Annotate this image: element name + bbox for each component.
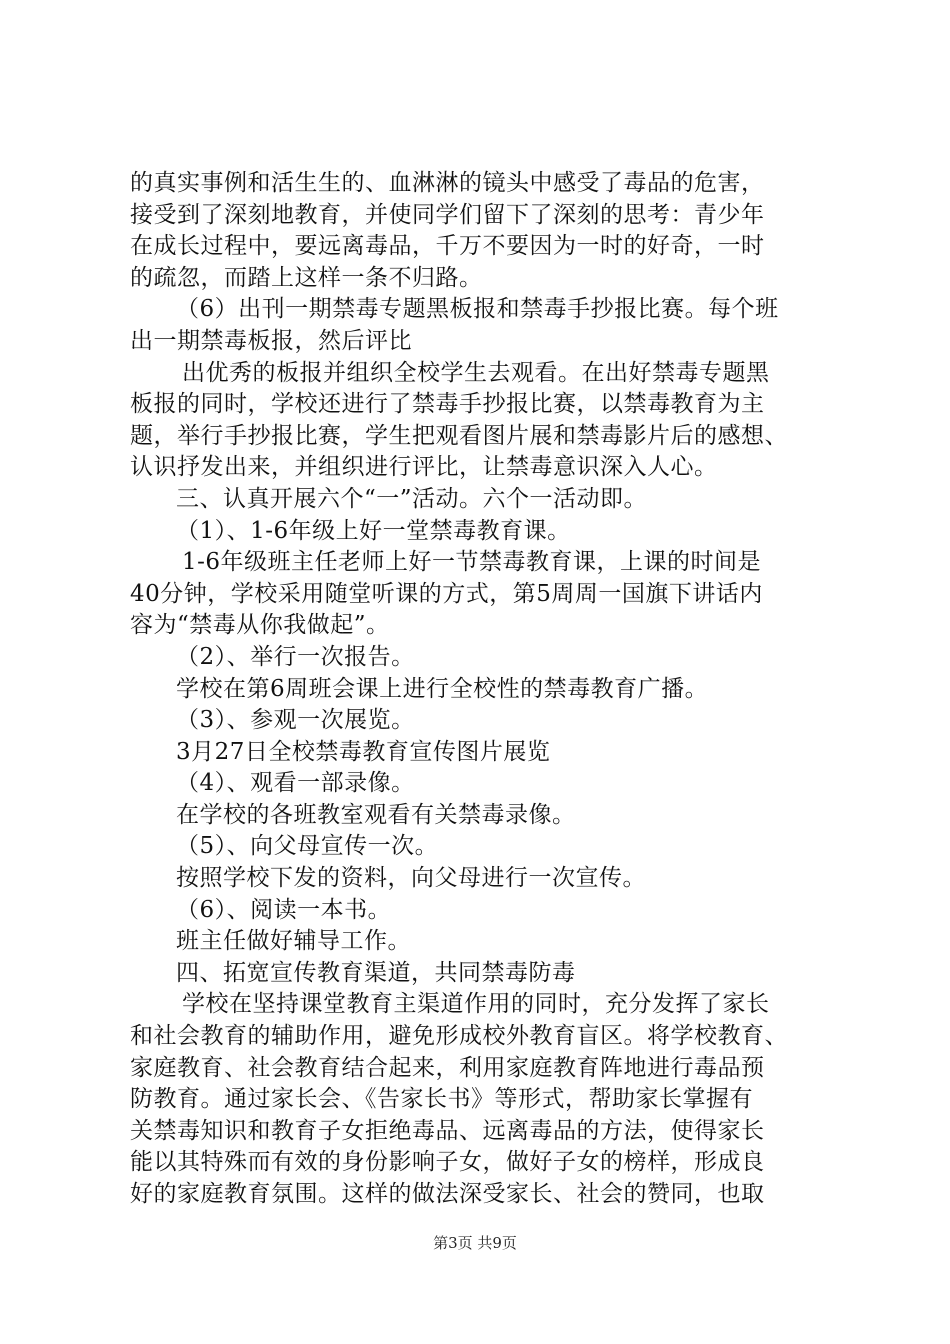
text-line: （2）、举行一次报告。 bbox=[176, 643, 415, 670]
text-line: 班主任做好辅导工作。 bbox=[176, 928, 411, 955]
text-line: 学校在第6周班会课上进行全校性的禁毒教育广播。 bbox=[176, 675, 709, 702]
text-line: 的真实事例和活生生的、血淋淋的镜头中感受了毒品的危害， bbox=[130, 170, 765, 196]
text-line: 题，举行手抄报比赛，学生把观看图片展和禁毒影片后的感想、 bbox=[130, 422, 788, 449]
text-line: （5）、向父母宣传一次。 bbox=[176, 833, 439, 860]
text-line: 在成长过程中，要远离毒品，千万不要因为一时的好奇，一时 bbox=[130, 233, 765, 260]
text-line: 接受到了深刻地教育，并使同学们留下了深刻的思考：青少年 bbox=[130, 201, 765, 228]
text-line: 关禁毒知识和教育子女拒绝毒品、远离毒品的方法，使得家长 bbox=[130, 1117, 765, 1144]
text-line: 家庭教育、社会教育结合起来，利用家庭教育阵地进行毒品预 bbox=[130, 1054, 765, 1081]
text-line: 按照学校下发的资料，向父母进行一次宣传。 bbox=[176, 865, 646, 892]
section-heading: 三、认真开展六个“一”活动。六个一活动即。 bbox=[176, 485, 648, 512]
text-line: 出一期禁毒板报，然后评比 bbox=[130, 327, 412, 354]
text-line: （4）、观看一部录像。 bbox=[176, 770, 415, 797]
text-line: 防教育。通过家长会、《告家长书》等形式，帮助家长掌握有 bbox=[130, 1086, 753, 1113]
text-line: 好的家庭教育氛围。这样的做法深受家长、社会的赞同，也取 bbox=[130, 1181, 765, 1207]
text-line: 认识抒发出来，并组织进行评比，让禁毒意识深入人心。 bbox=[130, 454, 718, 481]
text-line: 容为“禁毒从你我做起”。 bbox=[130, 612, 390, 639]
text-line: （3）、参观一次展览。 bbox=[176, 707, 415, 734]
text-line: （6）、阅读一本书。 bbox=[176, 896, 392, 923]
text-line: 40分钟，学校采用随堂听课的方式，第5周周一国旗下讲话内 bbox=[130, 580, 763, 607]
document-body bbox=[130, 168, 835, 1211]
text-line: 在学校的各班教室观看有关禁毒录像。 bbox=[176, 801, 576, 828]
page-number-footer: 第3页 共9页 bbox=[433, 1234, 517, 1252]
text-line: （6）出刊一期禁毒专题黑板报和禁毒手抄报比赛。每个班 bbox=[176, 296, 779, 323]
text-line: 3月27日全校禁毒教育宣传图片展览 bbox=[176, 738, 551, 765]
text-line: 的疏忽，而踏上这样一条不归路。 bbox=[130, 264, 483, 291]
text-line: （1）、1-6年级上好一堂禁毒教育课。 bbox=[176, 517, 571, 544]
text-line: 出优秀的板报并组织全校学生去观看。在出好禁毒专题黑 bbox=[182, 359, 770, 386]
text-line: 1-6年级班主任老师上好一节禁毒教育课，上课的时间是 bbox=[182, 549, 762, 576]
text-line: 和社会教育的辅助作用，避免形成校外教育盲区。将学校教育、 bbox=[130, 1023, 788, 1050]
text-line: 能以其特殊而有效的身份影响子女，做好子女的榜样，形成良 bbox=[130, 1149, 765, 1176]
section-heading: 四、拓宽宣传教育渠道，共同禁毒防毒 bbox=[176, 959, 576, 986]
text-line: 学校在坚持课堂教育主渠道作用的同时，充分发挥了家长 bbox=[182, 991, 770, 1018]
text-line: 板报的同时，学校还进行了禁毒手抄报比赛，以禁毒教育为主 bbox=[130, 391, 765, 418]
